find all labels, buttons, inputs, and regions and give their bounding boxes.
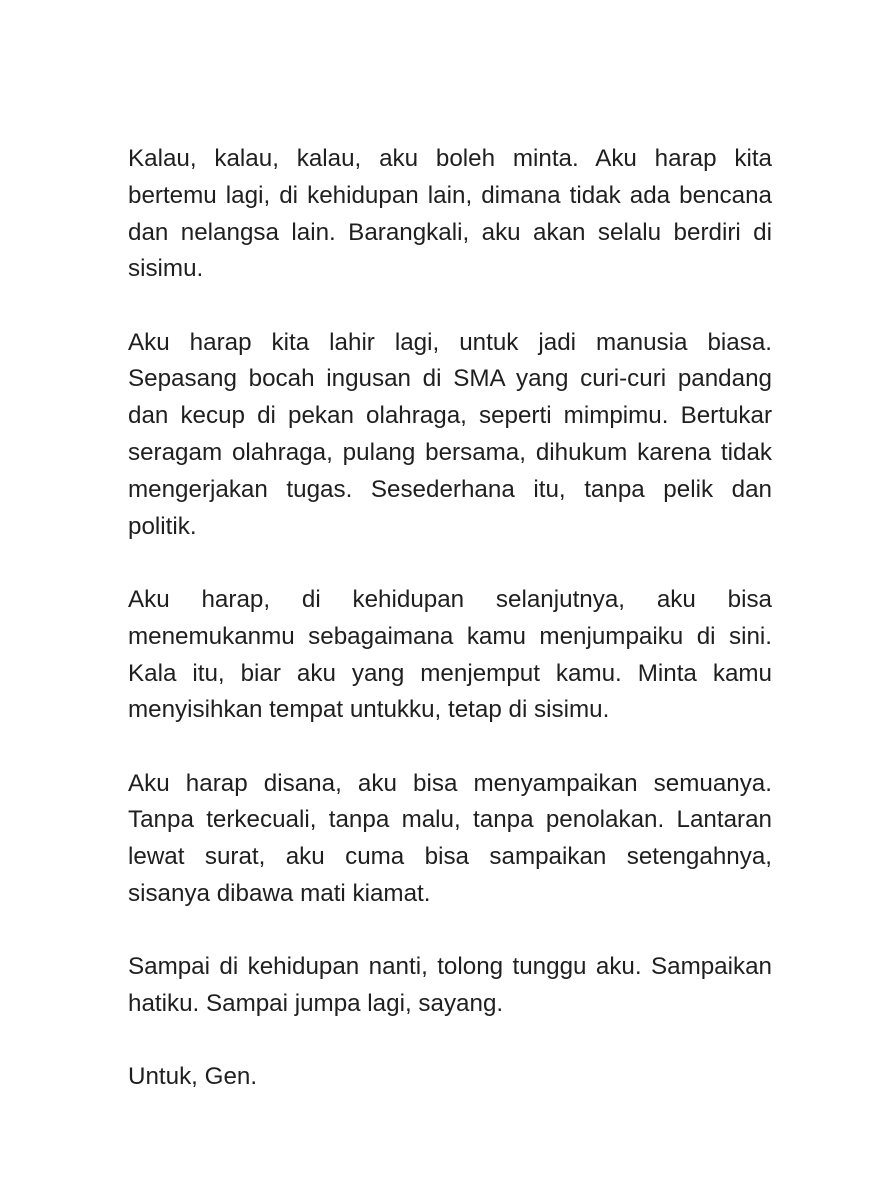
letter-paragraph-5: Sampai di kehidupan nanti, tolong tunggu aku. Sampaikan hatiku. Sampai jumpa lagi, sayang. [128,953,772,1018]
letter-paragraph-2: Aku harap kita lahir lagi, untuk jadi manusia biasa. Sepasang bocah ingusan di SMA yang curi-curi pandang dan kecup di pekan olahraga, seperti mimpimu. Bertukar seragam olahraga, pulang bersama, dihukum karena tidak mengerjakan tugas. Sesederhana itu, tanpa pelik dan politik. [128,328,772,540]
letter-signature: Untuk, Gen. [128,1063,258,1091]
letter-paragraph-3: Aku harap, di kehidupan selanjutnya, aku bisa menemukanmu sebagaimana kamu menjumpaiku di sini. Kala itu, biar aku yang menjemput kamu. Minta kamu menyisihkan tempat untukku, tetap di sisimu. [128,585,772,724]
letter-paragraph-4: Aku harap disana, aku bisa menyampaikan semuanya. Tanpa terkecuali, tanpa malu, tanpa penolakan. Lantaran lewat surat, aku cuma bisa sampaikan setengahnya, sisanya dibawa mati kiamat. [128,769,772,908]
letter-paragraph-1: Kalau, kalau, kalau, aku boleh minta. Aku harap kita bertemu lagi, di kehidupan lain, dimana tidak ada bencana dan nelangsa lain. Barangkali, aku akan selalu berdiri di sisimu. [128,145,772,283]
letter-body [128,141,772,1096]
